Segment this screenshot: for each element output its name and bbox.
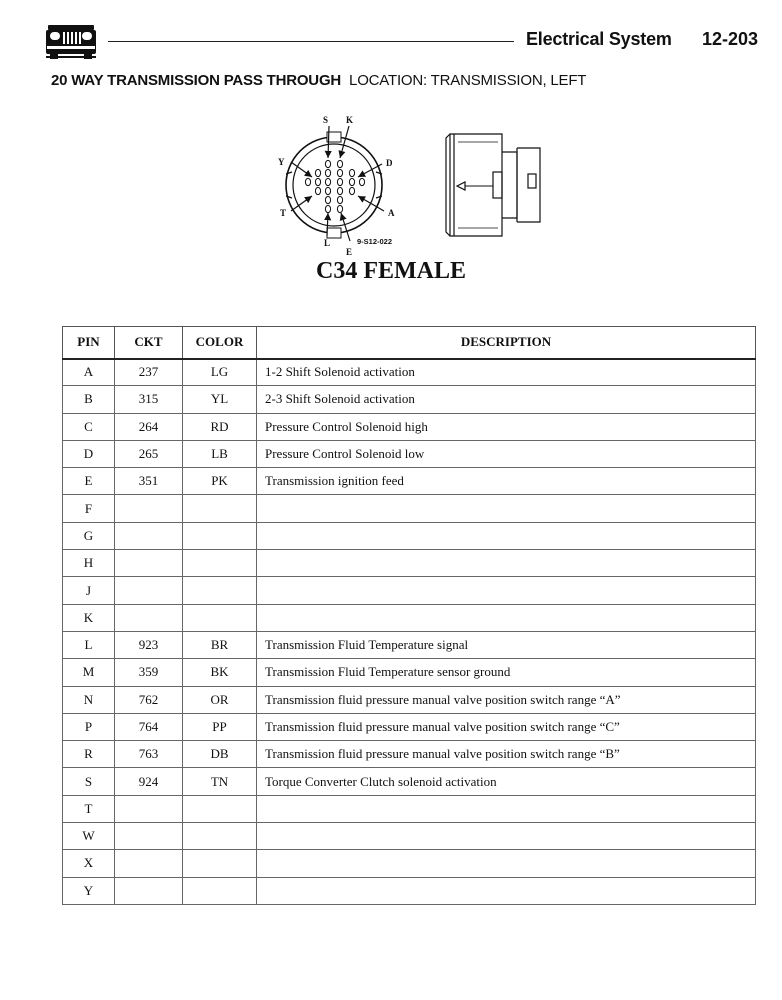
cell-ckt: [115, 577, 183, 604]
cell-pin: F: [63, 495, 115, 522]
table-body: [63, 359, 756, 905]
cell-ckt: [115, 823, 183, 850]
table-row: [63, 495, 756, 522]
cell-color: TN: [183, 768, 257, 795]
cell-ckt: 237: [115, 359, 183, 386]
cell-color: OR: [183, 686, 257, 713]
connector-side-view: [446, 134, 540, 236]
cell-color: BK: [183, 659, 257, 686]
table-row: [63, 550, 756, 577]
cell-color: [183, 877, 257, 904]
connector-face-view: [278, 115, 395, 257]
table-row: [63, 413, 756, 440]
cell-ckt: 315: [115, 386, 183, 413]
cell-pin: T: [63, 795, 115, 822]
cell-pin: S: [63, 768, 115, 795]
cell-pin: H: [63, 550, 115, 577]
pin-label: S: [323, 115, 329, 125]
cell-ckt: [115, 522, 183, 549]
cell-ckt: 351: [115, 468, 183, 495]
table-row: [63, 440, 756, 467]
cell-color: PK: [183, 468, 257, 495]
cell-pin: K: [63, 604, 115, 631]
cell-description: Transmission fluid pressure manual valve position switch range “A”: [257, 686, 756, 713]
cell-pin: D: [63, 440, 115, 467]
table-row: [63, 686, 756, 713]
cell-color: [183, 495, 257, 522]
connector-heading: [51, 72, 586, 89]
cell-description: Transmission fluid pressure manual valve position switch range “B”: [257, 741, 756, 768]
table-row: [63, 877, 756, 904]
cell-ckt: [115, 495, 183, 522]
cell-description: [257, 877, 756, 904]
cell-color: [183, 850, 257, 877]
cell-description: [257, 577, 756, 604]
cell-description: 1-2 Shift Solenoid activation: [257, 359, 756, 386]
cell-pin: W: [63, 823, 115, 850]
header-pin: PIN: [63, 327, 115, 359]
cell-pin: R: [63, 741, 115, 768]
cell-ckt: [115, 604, 183, 631]
cell-pin: Y: [63, 877, 115, 904]
cell-ckt: 359: [115, 659, 183, 686]
table-row: [63, 522, 756, 549]
section-title: Electrical System: [526, 29, 672, 49]
cell-ckt: [115, 795, 183, 822]
cell-color: PP: [183, 713, 257, 740]
table-row: [63, 577, 756, 604]
cell-pin: N: [63, 686, 115, 713]
cell-description: Transmission ignition feed: [257, 468, 756, 495]
table-row: [63, 604, 756, 631]
table-row: [63, 386, 756, 413]
cell-description: [257, 604, 756, 631]
cell-color: [183, 795, 257, 822]
cell-pin: A: [63, 359, 115, 386]
cell-description: Transmission fluid pressure manual valve position switch range “C”: [257, 713, 756, 740]
cell-color: RD: [183, 413, 257, 440]
cell-pin: X: [63, 850, 115, 877]
cell-ckt: 264: [115, 413, 183, 440]
table-row: [63, 850, 756, 877]
cell-description: Torque Converter Clutch solenoid activation: [257, 768, 756, 795]
cell-color: [183, 577, 257, 604]
cell-pin: G: [63, 522, 115, 549]
cell-pin: M: [63, 659, 115, 686]
cell-ckt: 265: [115, 440, 183, 467]
table-row: [63, 795, 756, 822]
table-row: [63, 631, 756, 658]
cell-color: [183, 604, 257, 631]
cell-description: Transmission Fluid Temperature sensor ground: [257, 659, 756, 686]
cell-description: [257, 823, 756, 850]
cell-ckt: [115, 550, 183, 577]
pin-label: E: [346, 247, 353, 257]
table-row: [63, 359, 756, 386]
cell-color: [183, 823, 257, 850]
pin-label: D: [386, 158, 393, 168]
cell-description: [257, 522, 756, 549]
cell-description: Pressure Control Solenoid high: [257, 413, 756, 440]
cell-color: YL: [183, 386, 257, 413]
cell-color: BR: [183, 631, 257, 658]
header-color: COLOR: [183, 327, 257, 359]
cell-description: [257, 495, 756, 522]
pin-label: Y: [278, 157, 285, 167]
table-row: [63, 741, 756, 768]
cell-description: [257, 850, 756, 877]
cell-description: [257, 795, 756, 822]
connector-location: LOCATION: TRANSMISSION, LEFT: [349, 72, 587, 89]
cell-pin: L: [63, 631, 115, 658]
cell-description: [257, 550, 756, 577]
table-row: [63, 468, 756, 495]
table-row: [63, 768, 756, 795]
table-row: [63, 713, 756, 740]
jeep-logo-icon: [46, 22, 96, 60]
table-row: [63, 659, 756, 686]
figure-code: 9-S12-022: [357, 237, 393, 246]
header-description: DESCRIPTION: [257, 327, 756, 359]
pin-label: A: [388, 208, 395, 218]
cell-ckt: 764: [115, 713, 183, 740]
cell-ckt: 762: [115, 686, 183, 713]
cell-ckt: 923: [115, 631, 183, 658]
table-header-row: [63, 327, 756, 359]
cell-description: Transmission Fluid Temperature signal: [257, 631, 756, 658]
cell-pin: P: [63, 713, 115, 740]
cell-ckt: 924: [115, 768, 183, 795]
pinout-table: [62, 326, 756, 905]
cell-color: LB: [183, 440, 257, 467]
cell-ckt: 763: [115, 741, 183, 768]
cell-pin: J: [63, 577, 115, 604]
cell-pin: C: [63, 413, 115, 440]
cell-pin: E: [63, 468, 115, 495]
header-rule: [108, 41, 514, 42]
cell-color: DB: [183, 741, 257, 768]
connector-diagram: [272, 112, 562, 262]
cell-ckt: [115, 850, 183, 877]
pin-label: L: [324, 238, 331, 248]
cell-description: Pressure Control Solenoid low: [257, 440, 756, 467]
page-number: 12-203: [702, 29, 759, 49]
cell-color: [183, 522, 257, 549]
pin-label: T: [280, 208, 287, 218]
cell-pin: B: [63, 386, 115, 413]
cell-color: LG: [183, 359, 257, 386]
header-ckt: CKT: [115, 327, 183, 359]
connector-title: 20 WAY TRANSMISSION PASS THROUGH: [51, 72, 342, 89]
cell-ckt: [115, 877, 183, 904]
cell-description: 2-3 Shift Solenoid activation: [257, 386, 756, 413]
table-row: [63, 823, 756, 850]
connector-name: C34 FEMALE: [316, 258, 466, 284]
pin-label: K: [346, 115, 354, 125]
cell-color: [183, 550, 257, 577]
